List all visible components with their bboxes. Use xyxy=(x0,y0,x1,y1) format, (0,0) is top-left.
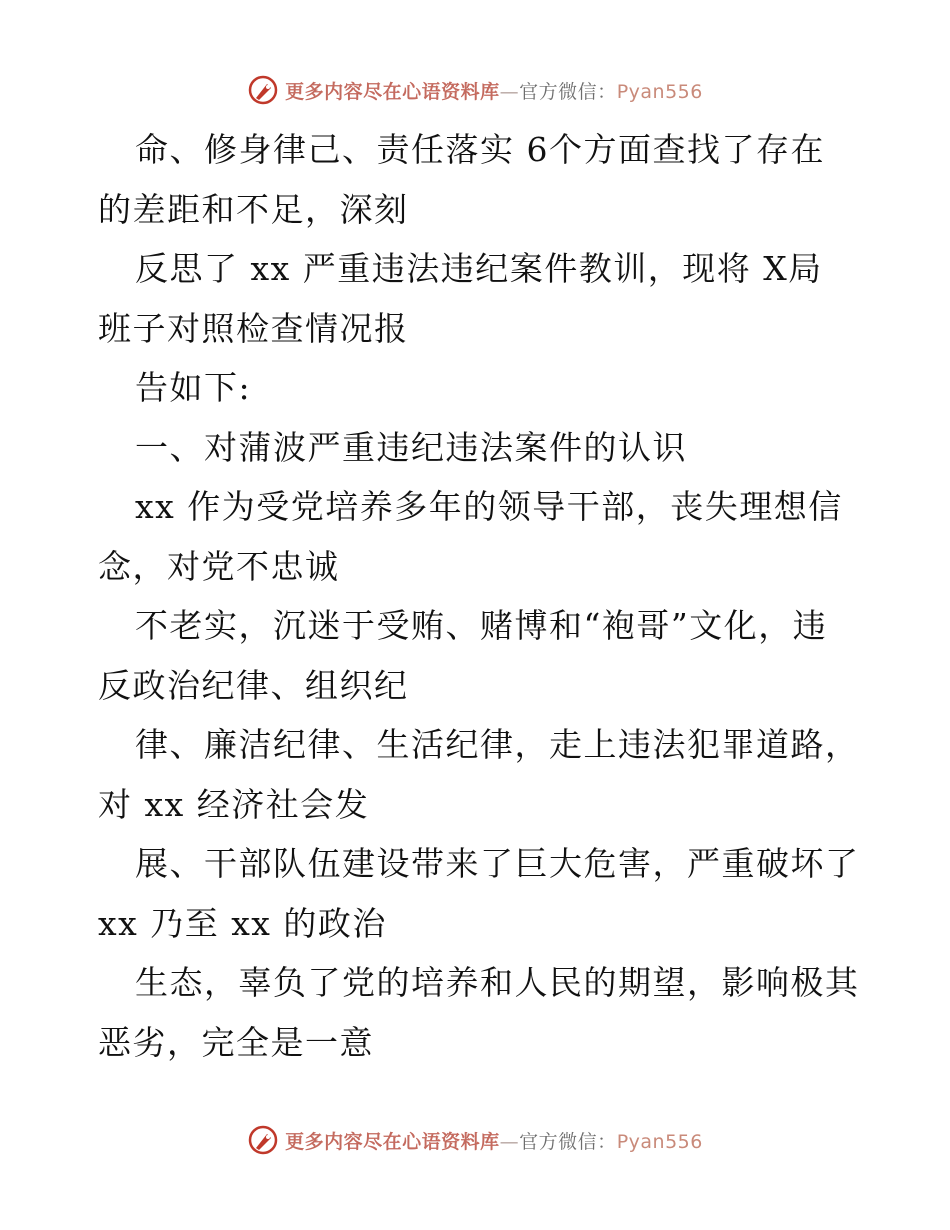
text-line: 展、干部队伍建设带来了巨大危害，严重破坏了 xyxy=(135,844,860,883)
text-line: 班子对照检查情况报 xyxy=(98,308,409,348)
watermark-text xyxy=(285,1127,703,1154)
watermark-banner-top xyxy=(0,70,950,110)
text-line: xx 作为受党培养多年的领导干部，丧失理想信 xyxy=(135,487,843,526)
text-line: 命、修身律己、责任落实 6个方面查找了存在 xyxy=(135,130,825,169)
text-line: 的差距和不足，深刻 xyxy=(98,189,409,229)
pen-nib-logo-icon xyxy=(247,74,279,106)
text-line: 反政治纪律、组织纪 xyxy=(98,665,409,705)
watermark-official: 官方微信： xyxy=(519,80,617,103)
watermark-official: 官方微信： xyxy=(519,1130,617,1153)
watermark-wechat: Pyan556 xyxy=(616,1130,703,1153)
watermark-dash: — xyxy=(499,80,520,103)
section-heading: 一、对蒲波严重违纪违法案件的认识 xyxy=(135,427,687,467)
watermark-text xyxy=(285,77,703,104)
watermark-banner-bottom xyxy=(0,1120,950,1160)
text-line: 生态，辜负了党的培养和人民的期望，影响极其 xyxy=(135,963,860,1002)
text-line: 反思了 xx 严重违法违纪案件教训，现将 X局 xyxy=(135,249,823,288)
text-line: 告如下: xyxy=(135,368,252,407)
text-line: xx 乃至 xx 的政治 xyxy=(98,903,387,943)
document-body xyxy=(98,120,868,1072)
text-line: 恶劣，完全是一意 xyxy=(98,1022,374,1062)
watermark-dash: — xyxy=(499,1130,520,1153)
text-line: 律、廉洁纪律、生活纪律，走上违法犯罪道路， xyxy=(135,725,860,764)
text-line: 对 xx 经济社会发 xyxy=(98,784,370,824)
watermark-brand: 更多内容尽在心语资料库 xyxy=(285,1130,500,1153)
pen-nib-logo-icon xyxy=(247,1124,279,1156)
text-line: 不老实，沉迷于受贿、赌博和“袍哥”文化，违 xyxy=(135,606,828,645)
watermark-wechat: Pyan556 xyxy=(616,80,703,103)
text-line: 念，对党不忠诚 xyxy=(98,546,340,586)
watermark-brand: 更多内容尽在心语资料库 xyxy=(285,80,500,103)
